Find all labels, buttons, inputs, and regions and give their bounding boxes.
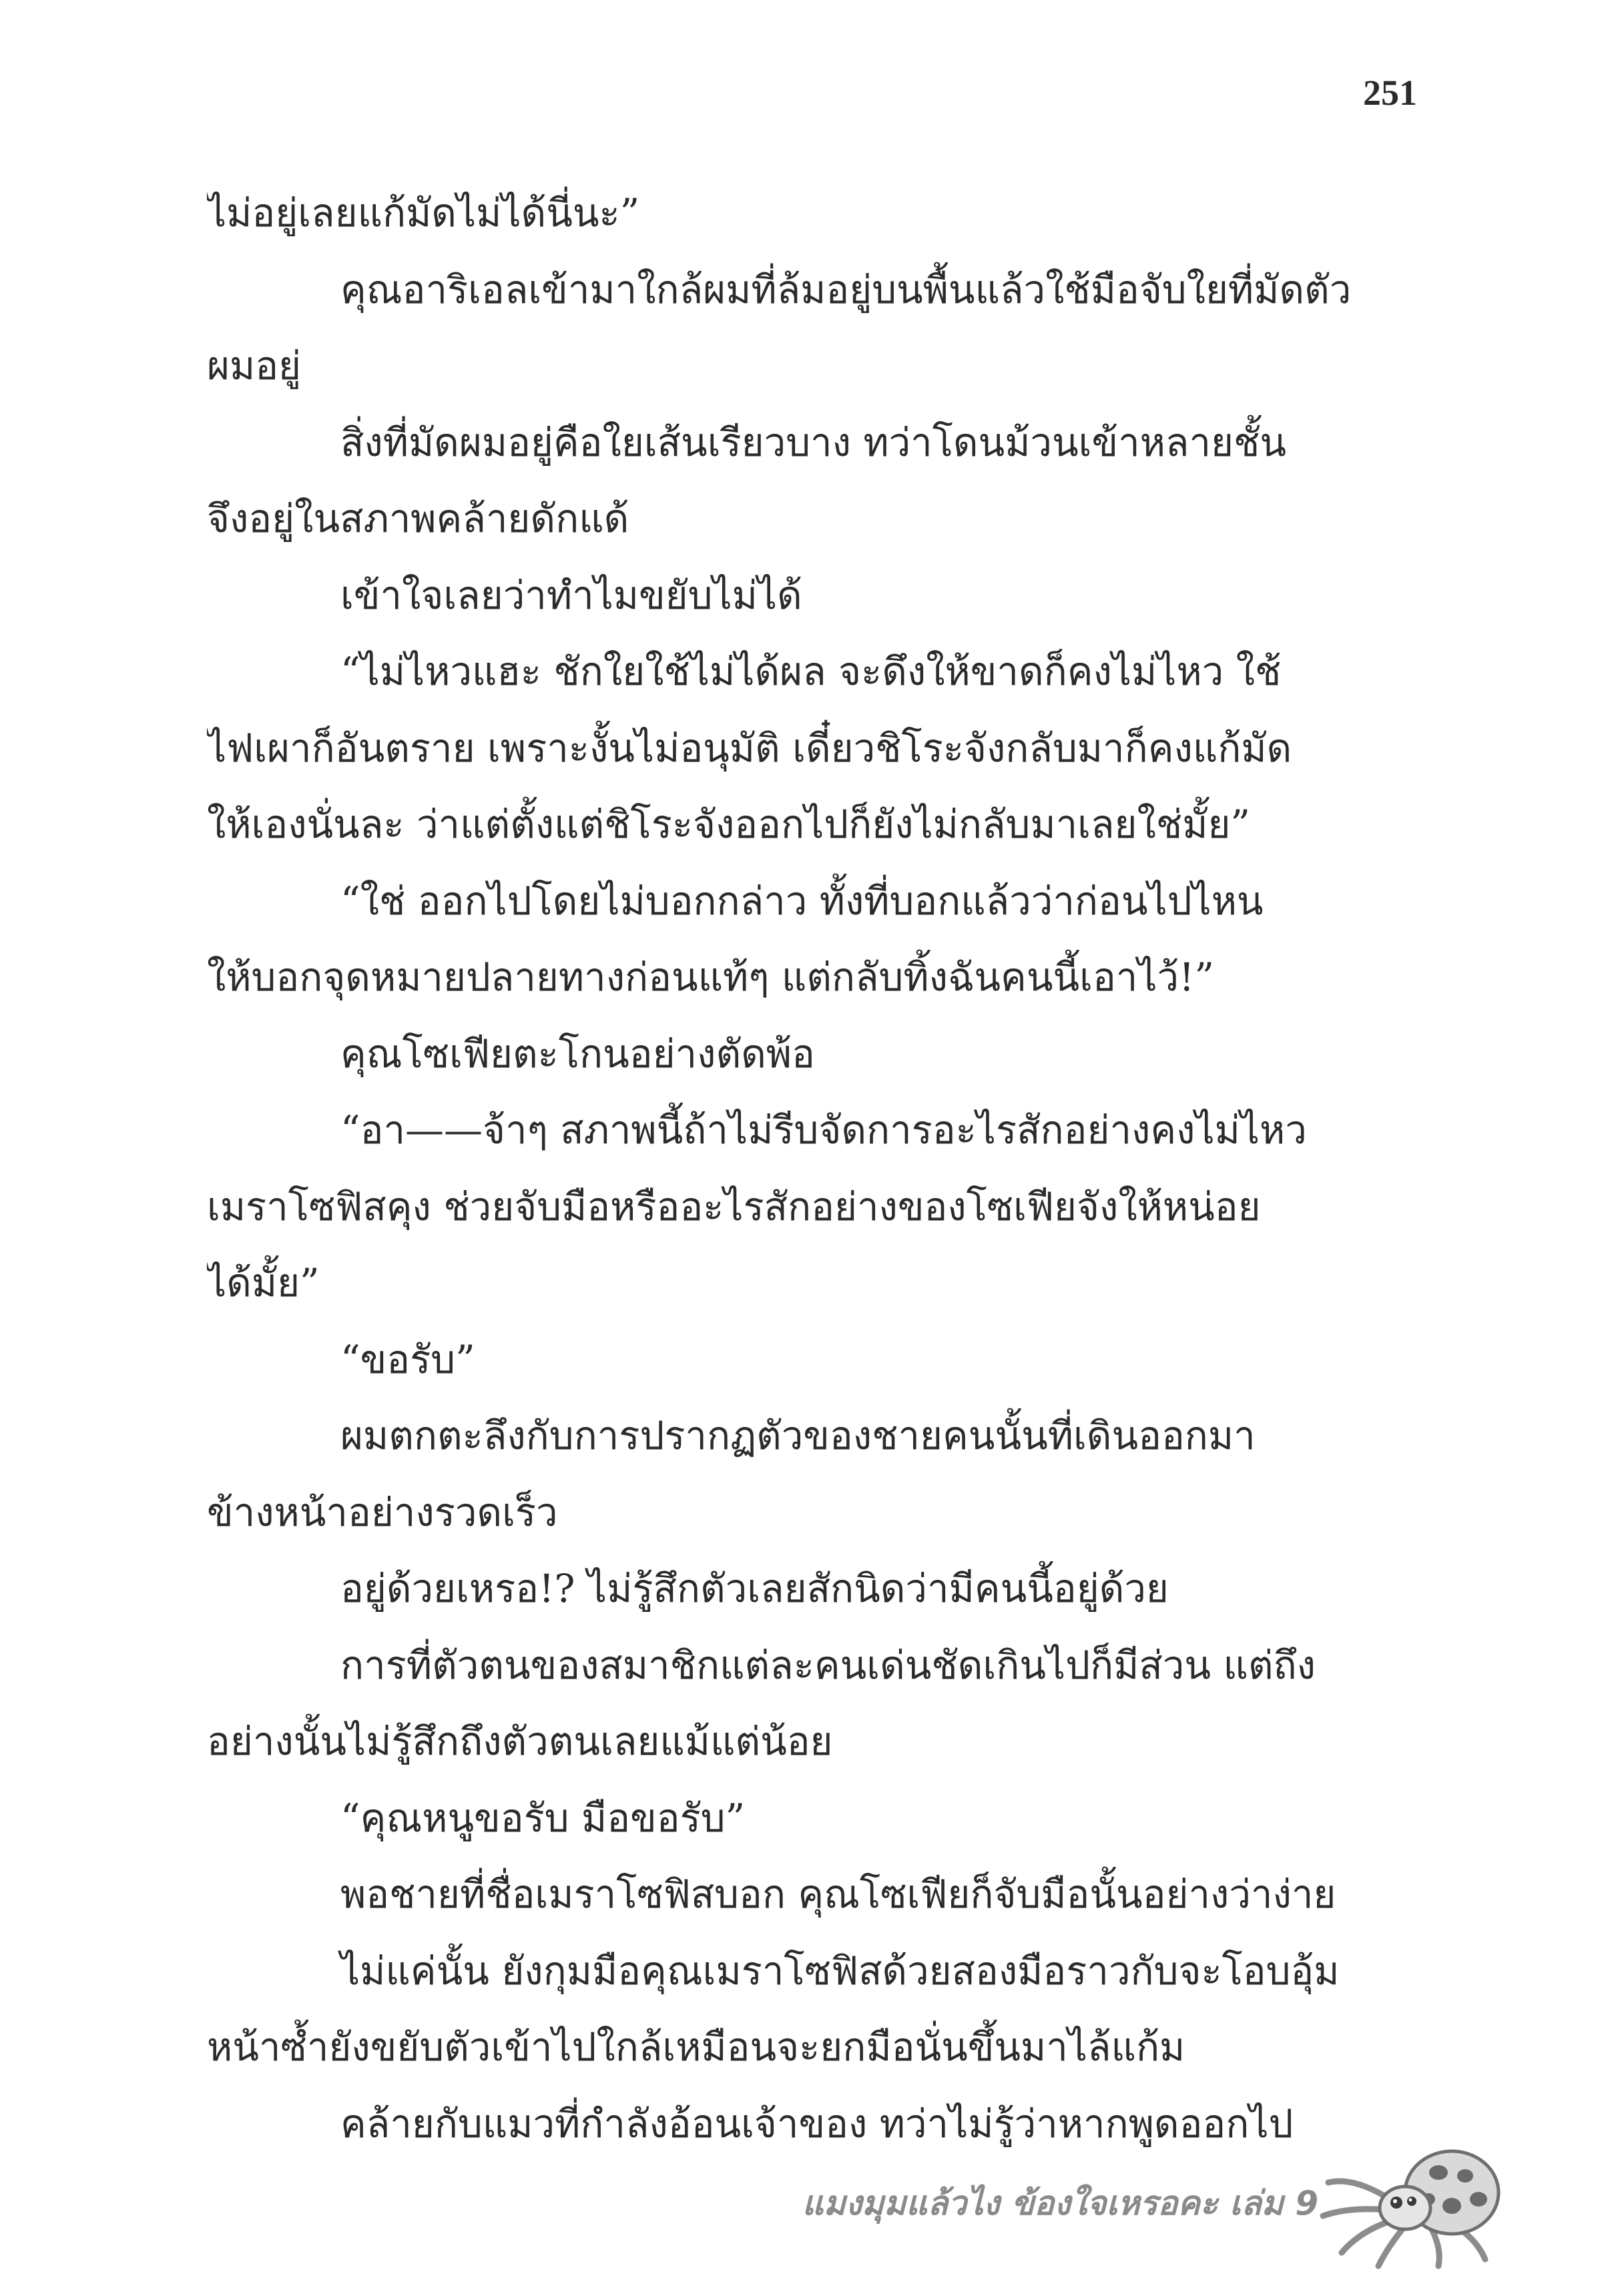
text-line: ผมอยู่ (207, 343, 302, 388)
text-line: อย่างนั้นไม่รู้สึกถึงตัวตนเลยแม้แต่น้อย (207, 1719, 833, 1764)
text-line: พอชายที่ชื่อเมราโซฟิสบอก คุณโซเฟียก็จับมือนั้นอย่างว่าง่าย (340, 1872, 1336, 1917)
text-line: “อา——จ้าๆ สภาพนี้ถ้าไม่รีบจัดการอะไรสักอย่างคงไม่ไหว (340, 1107, 1307, 1153)
text-line: “ไม่ไหวแฮะ ชักใยใช้ไม่ได้ผล จะดึงให้ขาดก็คงไม่ไหว ใช้ (340, 649, 1282, 694)
spider-mascot-icon (1315, 2136, 1509, 2269)
book-title: แมงมุมแล้วไง ข้องใจเหรอคะ เล่ม 9 (802, 2184, 1318, 2223)
text-line: “ใช่ ออกไปโดยไม่บอกกล่าว ทั้งที่บอกแล้วว่าก่อนไปไหน (340, 878, 1264, 924)
text-line: ได้มั้ย” (207, 1260, 320, 1306)
text-line: ข้างหน้าอย่างรวดเร็ว (207, 1489, 558, 1535)
text-line: อยู่ด้วยเหรอ!? ไม่รู้สึกตัวเลยสักนิดว่ามีคนนี้อยู่ด้วย (340, 1566, 1169, 1611)
text-line: ให้เองนั่นละ ว่าแต่ตั้งแต่ชิโระจังออกไปก็ยังไม่กลับมาเลยใช่มั้ย” (207, 802, 1251, 847)
text-line: ผมตกตะลึงกับการปรากฏตัวของชายคนนั้นที่เดินออกมา (340, 1413, 1256, 1458)
text-line: ไม่แค่นั้น ยังกุมมือคุณเมราโซฟิสด้วยสองมือราวกับจะโอบอุ้ม (340, 1948, 1340, 1994)
text-line: เมราโซฟิสคุง ช่วยจับมือหรืออะไรสักอย่างของโซเฟียจังให้หน่อย (207, 1183, 1261, 1229)
text-line: “คุณหนูขอรับ มือขอรับ” (340, 1795, 746, 1841)
page-footer (754, 2136, 1522, 2269)
text-line: ให้บอกจุดหมายปลายทางก่อนแท้ๆ แต่กลับทิ้งฉันคนนี้เอาไว้!” (207, 954, 1215, 1000)
text-line: จึงอยู่ในสภาพคล้ายดักแด้ (207, 496, 629, 541)
text-line: สิ่งที่มัดผมอยู่คือใยเส้นเรียวบาง ทว่าโดนม้วนเข้าหลายชั้น (340, 419, 1287, 465)
text-line: คุณอาริเอลเข้ามาใกล้ผมที่ล้มอยู่บนพื้นแล้วใช้มือจับใยที่มัดตัว (340, 266, 1352, 312)
text-line: คล้ายกับแมวที่กำลังอ้อนเจ้าของ ทว่าไม่รู้ว่าหากพูดออกไป (340, 2100, 1294, 2146)
text-line: “ขอรับ” (340, 1336, 475, 1382)
text-line: การที่ตัวตนของสมาชิกแต่ละคนเด่นชัดเกินไปก็มีส่วน แต่ถึง (340, 1642, 1316, 1688)
text-line: ไฟเผาก็อันตราย เพราะงั้นไม่อนุมัติ เดี๋ยวชิโระจังกลับมาก็คงแก้มัด (207, 725, 1292, 771)
page-number: 251 (1363, 73, 1417, 113)
text-line: ไม่อยู่เลยแก้มัดไม่ได้นี่นะ” (207, 190, 640, 236)
text-line: เข้าใจเลยว่าทำไมขยับไม่ได้ (340, 572, 802, 618)
body-text (207, 175, 1415, 2162)
text-line: หน้าซ้ำยังขยับตัวเข้าไปใกล้เหมือนจะยกมือนั่นขึ้นมาไล้แก้ม (207, 2024, 1185, 2070)
text-line: คุณโซเฟียตะโกนอย่างตัดพ้อ (340, 1031, 815, 1077)
